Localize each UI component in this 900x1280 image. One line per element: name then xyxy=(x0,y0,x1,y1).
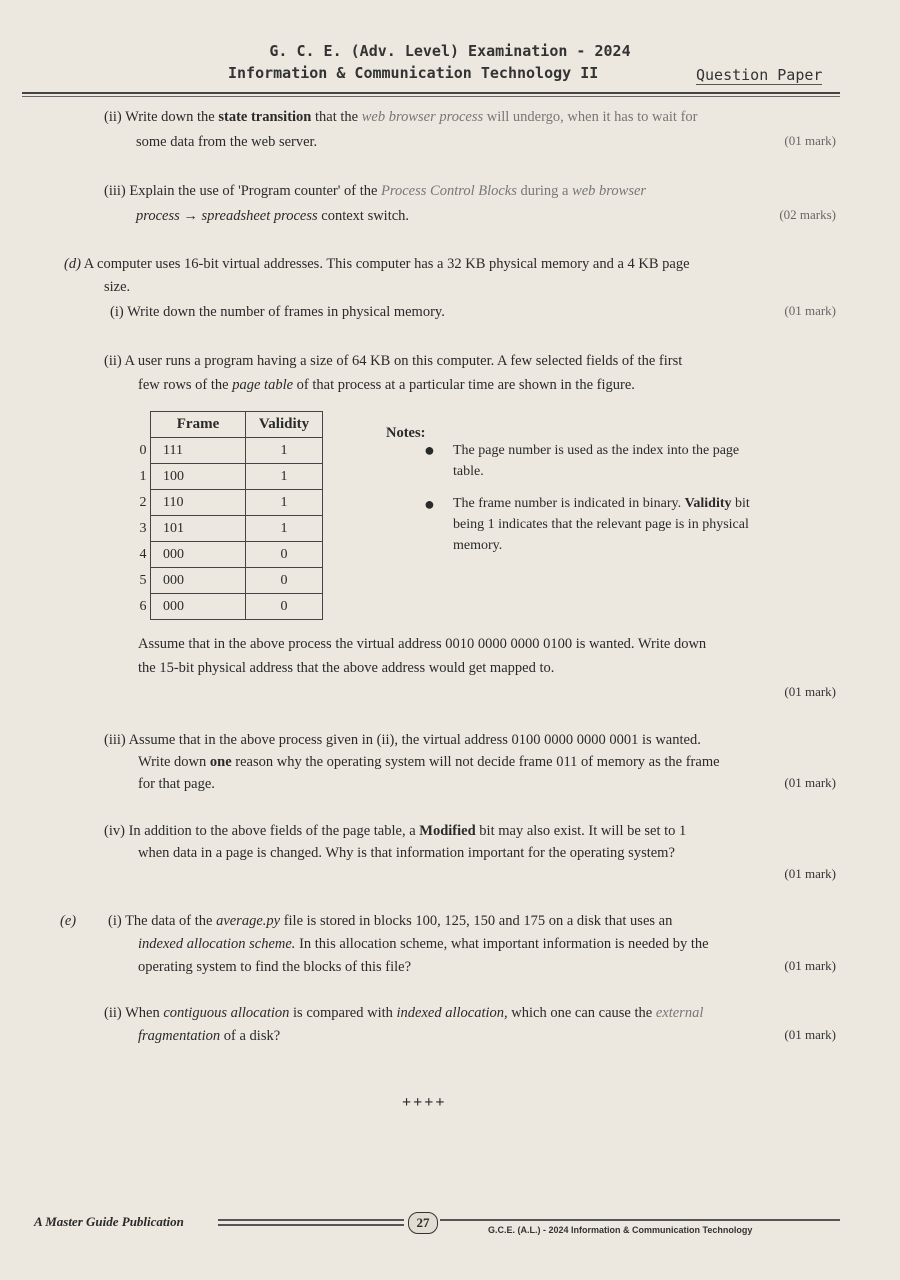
question-c-ii-line2: some data from the web server. xyxy=(136,134,318,150)
table-row xyxy=(136,516,323,542)
validity-cell: 0 xyxy=(246,594,323,620)
page-table xyxy=(136,411,323,620)
marks-d-iv: (01 mark) xyxy=(784,866,836,881)
question-d-iv: (iv) In addition to the above fields of the page table, a Modified bit may also exist. It will be set to 1 xyxy=(104,823,687,839)
validity-cell: 1 xyxy=(246,438,323,464)
question-e-ii: (ii) When contiguous allocation is compared with indexed allocation, which one can cause the external xyxy=(104,1005,704,1021)
question-d-iii: (iii) Assume that in the above process given in (ii), the virtual address 0100 0000 0000 0001 is wanted. xyxy=(104,732,701,748)
frame-cell: 000 xyxy=(151,542,246,568)
marks-d-ii: (01 mark) xyxy=(784,684,836,699)
question-d-ii-ask: Assume that in the above process the virtual address 0010 0000 0000 0100 is wanted. Write down xyxy=(138,636,707,652)
exam-title: G. C. E. (Adv. Level) Examination - 2024 xyxy=(269,42,631,60)
header-rule xyxy=(22,92,840,94)
question-d-iv-line2: when data in a page is changed. Why is that information important for the operating system? xyxy=(138,845,675,861)
paper-type: Question Paper xyxy=(696,66,823,84)
note-1: The page number is used as the index into the page table. xyxy=(453,443,740,479)
question-c-iii: (iii) Explain the use of 'Program counter' of the Process Control Blocks during a web browser xyxy=(104,183,647,199)
frame-cell: 000 xyxy=(151,568,246,594)
page-index: 3 xyxy=(139,520,147,536)
bullet-icon: ● xyxy=(424,440,435,460)
question-e-label: (e) xyxy=(60,913,77,929)
frame-cell: 111 xyxy=(151,438,246,464)
column-header-frame: Frame xyxy=(151,412,246,438)
footer-rule-left xyxy=(218,1219,404,1221)
question-d-iii-line2: Write down one reason why the operating system will not decide frame 011 of memory as the frame xyxy=(138,754,720,770)
question-e-ii-line2: fragmentation of a disk? xyxy=(138,1028,281,1044)
marks-e-ii: (01 mark) xyxy=(784,1027,836,1042)
bullet-icon: ● xyxy=(424,494,435,514)
footer-rule-right xyxy=(440,1219,840,1221)
end-mark: ++++ xyxy=(402,1094,447,1111)
page-index: 5 xyxy=(139,572,147,588)
marks-d-iii: (01 mark) xyxy=(784,775,836,790)
validity-cell: 0 xyxy=(246,568,323,594)
question-e-i-line3: operating system to find the blocks of this file? xyxy=(138,959,412,975)
page-table-figure xyxy=(136,411,323,620)
footer-subject: G.C.E. (A.L.) - 2024 Information & Communication Technology xyxy=(488,1225,753,1235)
subject-title: Information & Communication Technology II xyxy=(228,64,599,82)
page-index: 1 xyxy=(139,468,147,484)
column-header-validity: Validity xyxy=(246,412,323,438)
frame-cell: 000 xyxy=(151,594,246,620)
question-d-intro-line2: size. xyxy=(104,279,131,295)
question-c-ii: (ii) Write down the state transition that the web browser process will undergo, when it has to wait for xyxy=(104,109,698,125)
frame-cell: 100 xyxy=(151,464,246,490)
footer-rule-left-2 xyxy=(218,1224,404,1226)
page-index: 0 xyxy=(139,442,147,458)
table-row xyxy=(136,438,323,464)
table-row xyxy=(136,542,323,568)
question-d-ii: (ii) A user runs a program having a size of 64 KB on this computer. A few selected fields of the first xyxy=(104,353,683,369)
question-d-ii-ask-line2: the 15-bit physical address that the above address would get mapped to. xyxy=(138,660,555,676)
header-rule-thin xyxy=(22,96,840,97)
question-d-i: (i) Write down the number of frames in physical memory. xyxy=(110,304,445,320)
validity-cell: 0 xyxy=(246,542,323,568)
frame-cell: 110 xyxy=(151,490,246,516)
marks-d-i: (01 mark) xyxy=(784,303,836,318)
page-index: 4 xyxy=(139,546,147,562)
validity-cell: 1 xyxy=(246,490,323,516)
question-d-ii-line2: few rows of the page table of that process at a particular time are shown in the figure. xyxy=(138,377,635,393)
validity-cell: 1 xyxy=(246,464,323,490)
page-index: 2 xyxy=(139,494,147,510)
publisher-name: A Master Guide Publication xyxy=(34,1214,184,1229)
frame-cell: 101 xyxy=(151,516,246,542)
table-row xyxy=(136,594,323,620)
question-d-intro: (d) A computer uses 16-bit virtual addresses. This computer has a 32 KB physical memory and a 4 KB page xyxy=(64,256,690,272)
page-index: 6 xyxy=(139,598,147,614)
marks-e-i: (01 mark) xyxy=(784,958,836,973)
page-number: 27 xyxy=(408,1212,438,1234)
marks-c-ii: (01 mark) xyxy=(784,133,836,148)
question-d-iii-line3: for that page. xyxy=(138,776,215,792)
note-2: The frame number is indicated in binary. Validity bit being 1 indicates that the relevant page is in physical memory. xyxy=(453,496,750,553)
table-row xyxy=(136,568,323,594)
table-row xyxy=(136,490,323,516)
validity-cell: 1 xyxy=(246,516,323,542)
question-c-iii-line2: process → spreadsheet process context switch. xyxy=(136,208,410,224)
table-row xyxy=(136,464,323,490)
question-e-i: (i) The data of the average.py file is stored in blocks 100, 125, 150 and 175 on a disk that uses an xyxy=(108,913,673,929)
question-e-i-line2: indexed allocation scheme. In this allocation scheme, what important information is needed by the xyxy=(138,936,709,952)
marks-c-iii: (02 marks) xyxy=(779,207,836,222)
notes-title: Notes: xyxy=(386,425,426,441)
